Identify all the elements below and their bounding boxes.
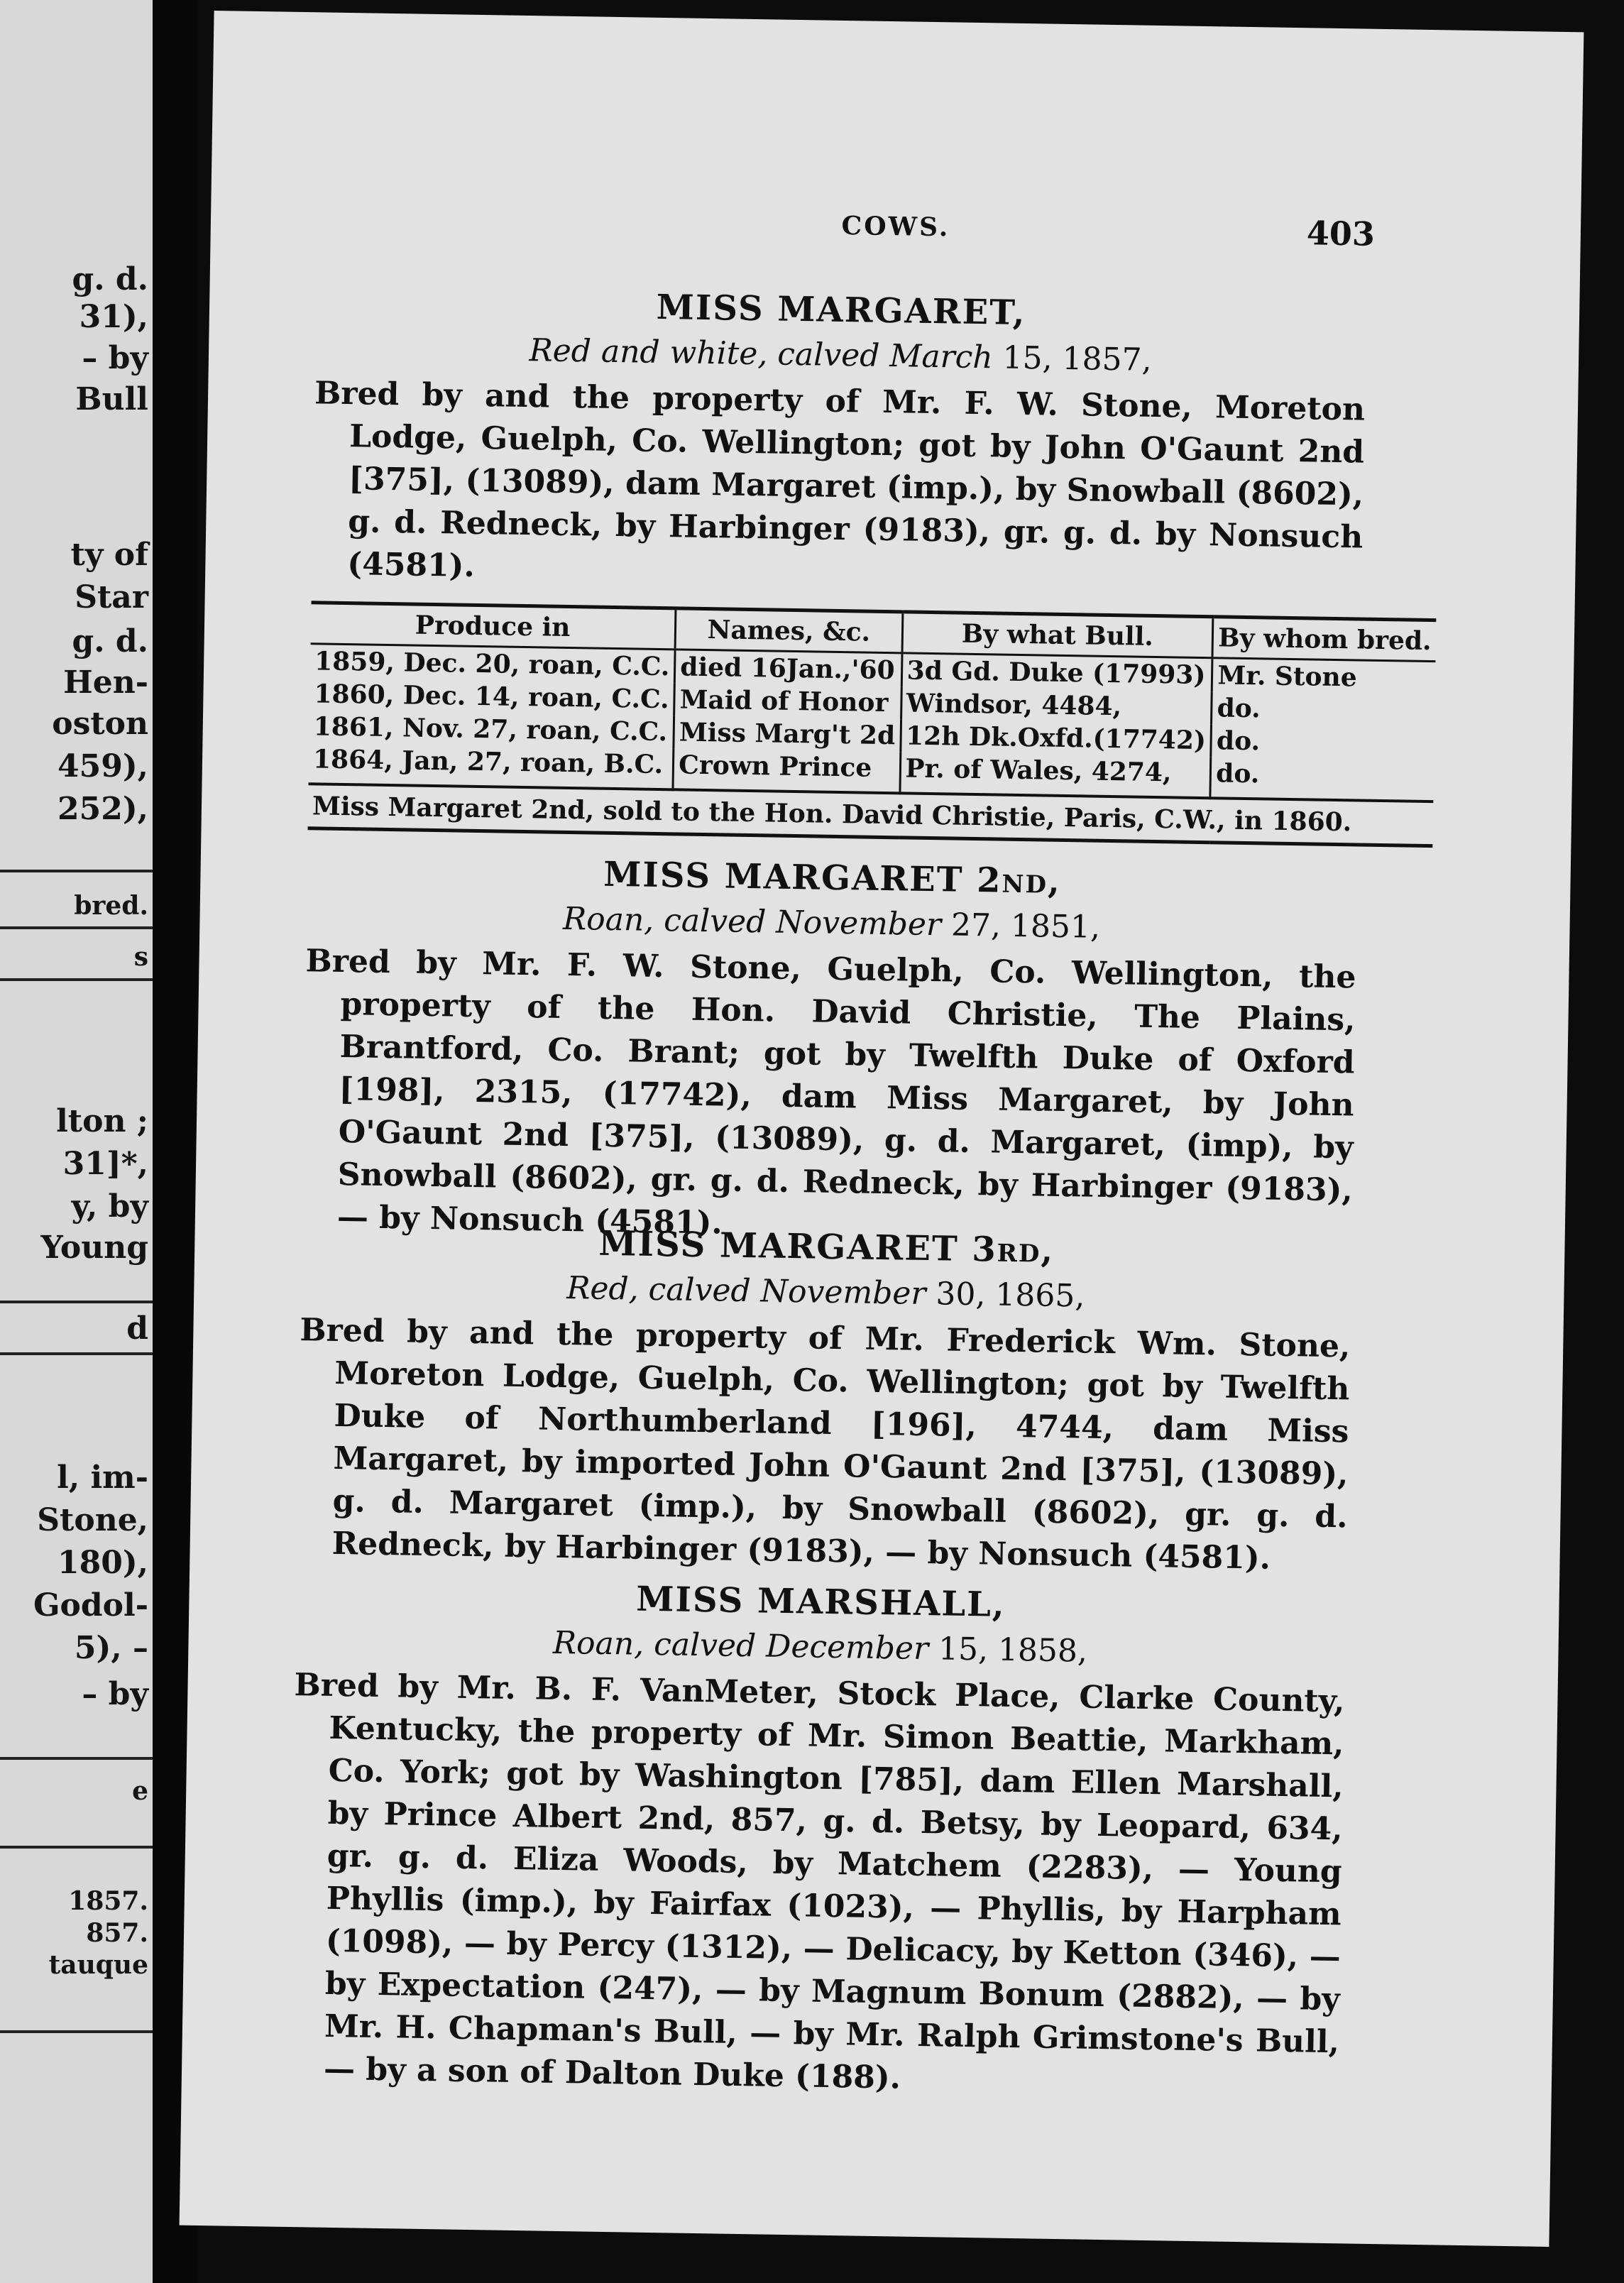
entry-name: MISS MARGARET 2nd, (603, 854, 1062, 902)
entry-birth (295, 1621, 1346, 1673)
produce-cell: 1864, Jan, 27, roan, B.C. (312, 744, 664, 780)
entry-date: 15, 1857, (1002, 339, 1152, 378)
left-rule (0, 1846, 153, 1849)
left-fragment: 1857. (68, 1886, 148, 1916)
entry-birth (300, 1266, 1351, 1318)
entry-birth (306, 897, 1357, 949)
left-fragment: tauque (48, 1950, 148, 1980)
entry-name: MISS MARSHALL, (635, 1579, 1006, 1625)
left-fragment: Young (40, 1230, 148, 1266)
produce-cell: 1859, Dec. 20, roan, C.C. (314, 646, 670, 682)
entry-pedigree: Bred by Mr. F. W. Stone, Guelph, Co. Wellington, the property of the Hon. David Christie, The Plains, Brantford, Co. Brant; got by Twelfth Duke of Oxford [198], 2315, (17742), dam Miss Margaret, by John O'Gaunt 2nd [375], (13089), g. d. Margaret, (imp), by Snowball (8602), gr. g. d. Redneck, by Harbinger (9183), — by Nonsuch (4581). (305, 943, 1356, 1242)
book-page (180, 11, 1584, 2247)
left-rule (0, 1352, 153, 1355)
entry-pedigree: Bred by Mr. B. F. VanMeter, Stock Place, Clarke County, Kentucky, the property of Mr. Simon Beattie, Markham, Co. York; got by Washington [785], dam Ellen Marshall, by Prince Albert 2nd, 857, g. d. Betsy, by Leopard, 634, gr. g. d. Eliza Woods, by Matchem (2283), — Young Phyllis (imp.), by Fairfax (1023), — Phyllis, by Harpham (1098), — by Percy (1312), — Delicacy, by Ketton (346), — by Expectation (247), — by Magnum Bonum (2882), — by Mr. H. Chapman's Bull, — by Mr. Ralph Grimstone's Bull, — by a son of Dalton Duke (188). (294, 1667, 1345, 2096)
left-fragment: Bull (75, 381, 148, 417)
left-fragment: 180), (57, 1545, 148, 1581)
left-fragment: 31), (79, 299, 148, 335)
left-fragment: g. d. (72, 623, 148, 659)
left-rule (0, 978, 153, 981)
produce-col-header: Names, &c. (675, 608, 902, 653)
left-fragment: Hen- (63, 664, 148, 701)
produce-col-header: By whom bred. (1212, 617, 1436, 662)
produce-cell: do. (1211, 724, 1434, 760)
produce-cell: Mr. Stone (1212, 658, 1436, 695)
produce-cell: 3d Gd. Duke (17993) (901, 653, 1213, 691)
entry-miss-margaret-3rd (296, 1219, 1351, 1581)
entry-color: Red, calved November (566, 1270, 926, 1313)
left-fragment: – by (82, 1676, 148, 1712)
entry-name: MISS MARGARET 3rd, (598, 1223, 1055, 1271)
left-fragment: 459), (57, 748, 148, 784)
left-fragment: oston (52, 706, 148, 742)
page-number: 403 (1306, 214, 1376, 253)
left-fragment: lton ; (56, 1103, 148, 1139)
left-page-margin (0, 0, 153, 2283)
left-fragment: bred. (74, 891, 148, 921)
left-fragment: e (132, 1776, 148, 1806)
produce-cell: Miss Marg't 2d (674, 716, 901, 752)
left-fragment: Godol- (33, 1587, 148, 1624)
entry-color: Red and white, calved March (529, 332, 994, 376)
entry-birth (315, 329, 1366, 381)
left-rule (0, 1301, 153, 1303)
left-fragment: s (133, 942, 148, 972)
entry-miss-margaret-2nd (301, 850, 1357, 1254)
produce-cell: 1860, Dec. 14, roan, C.C. (314, 679, 669, 715)
left-rule (0, 1757, 153, 1760)
left-fragment: Stone, (37, 1502, 148, 1538)
entry-pedigree: Bred by and the property of Mr. Frederick Wm. Stone, Moreton Lodge, Guelph, Co. Wellington; got by Twelfth Duke of Northumberland [196], 4744, dam Miss Margaret, by imported John O'Gaunt 2nd [375], (13089), g. d. Margaret (imp.), by Snowball (8602), gr. g. d. Redneck, by Harbinger (9183), — by Nonsuch (4581). (300, 1312, 1351, 1577)
entry-date: 30, 1865, (936, 1276, 1085, 1315)
produce-cell: do. (1210, 757, 1434, 801)
left-fragment: 31]*, (62, 1146, 148, 1182)
produce-cell: Pr. of Wales, 4274, (899, 752, 1211, 798)
left-fragment: y, by (71, 1188, 148, 1225)
left-fragment: Star (75, 579, 148, 615)
left-rule (0, 870, 153, 872)
left-fragment: – by (82, 340, 148, 376)
entry-date: 27, 1851, (950, 907, 1101, 946)
entry-pedigree: Bred by and the property of Mr. F. W. Stone, Moreton Lodge, Guelph, Co. Wellington; got by John O'Gaunt 2nd [375], (13089), dam Margaret (imp.), by Snowball (8602), g. d. Redneck, by Harbinger (9183), gr. g. d. by Nonsuch (4581). (314, 375, 1366, 584)
running-head (210, 201, 1581, 265)
produce-cell: died 16Jan.,'60 (675, 650, 902, 687)
left-fragment: l, im- (57, 1460, 148, 1496)
produce-cell: Windsor, 4484, (901, 686, 1212, 724)
left-fragment: g. d. (72, 261, 148, 297)
running-title: COWS. (841, 210, 950, 243)
left-rule (0, 2030, 153, 2033)
left-fragment: ty of (70, 537, 148, 573)
entry-name: MISS MARGARET, (656, 287, 1026, 334)
left-fragment: 252), (57, 791, 148, 827)
left-fragment: d (126, 1310, 148, 1347)
entry-date: 15, 1858, (938, 1631, 1088, 1670)
produce-col-header: By what Bull. (902, 612, 1214, 658)
entry-miss-marshall (288, 1574, 1346, 2106)
produce-cell: Crown Prince (673, 748, 900, 793)
entry-color: Roan, calved December (552, 1624, 929, 1668)
produce-cell: do. (1212, 691, 1435, 728)
produce-footnote: Miss Margaret 2nd, sold to the Hon. David Christie, Paris, C.W., in 1860. (308, 784, 1434, 845)
produce-cell: 12h Dk.Oxfd.(17742) (900, 719, 1211, 757)
produce-col-header: Produce in (311, 603, 676, 650)
left-rule (0, 926, 153, 929)
left-fragment: 857. (86, 1918, 148, 1948)
entry-color: Roan, calved November (562, 900, 942, 943)
produce-cell: Maid of Honor (674, 683, 901, 719)
left-fragment: 5), – (74, 1630, 148, 1666)
entry-miss-margaret (308, 282, 1432, 846)
produce-table (308, 601, 1437, 848)
produce-cell: 1861, Nov. 27, roan, C.C. (313, 711, 668, 748)
